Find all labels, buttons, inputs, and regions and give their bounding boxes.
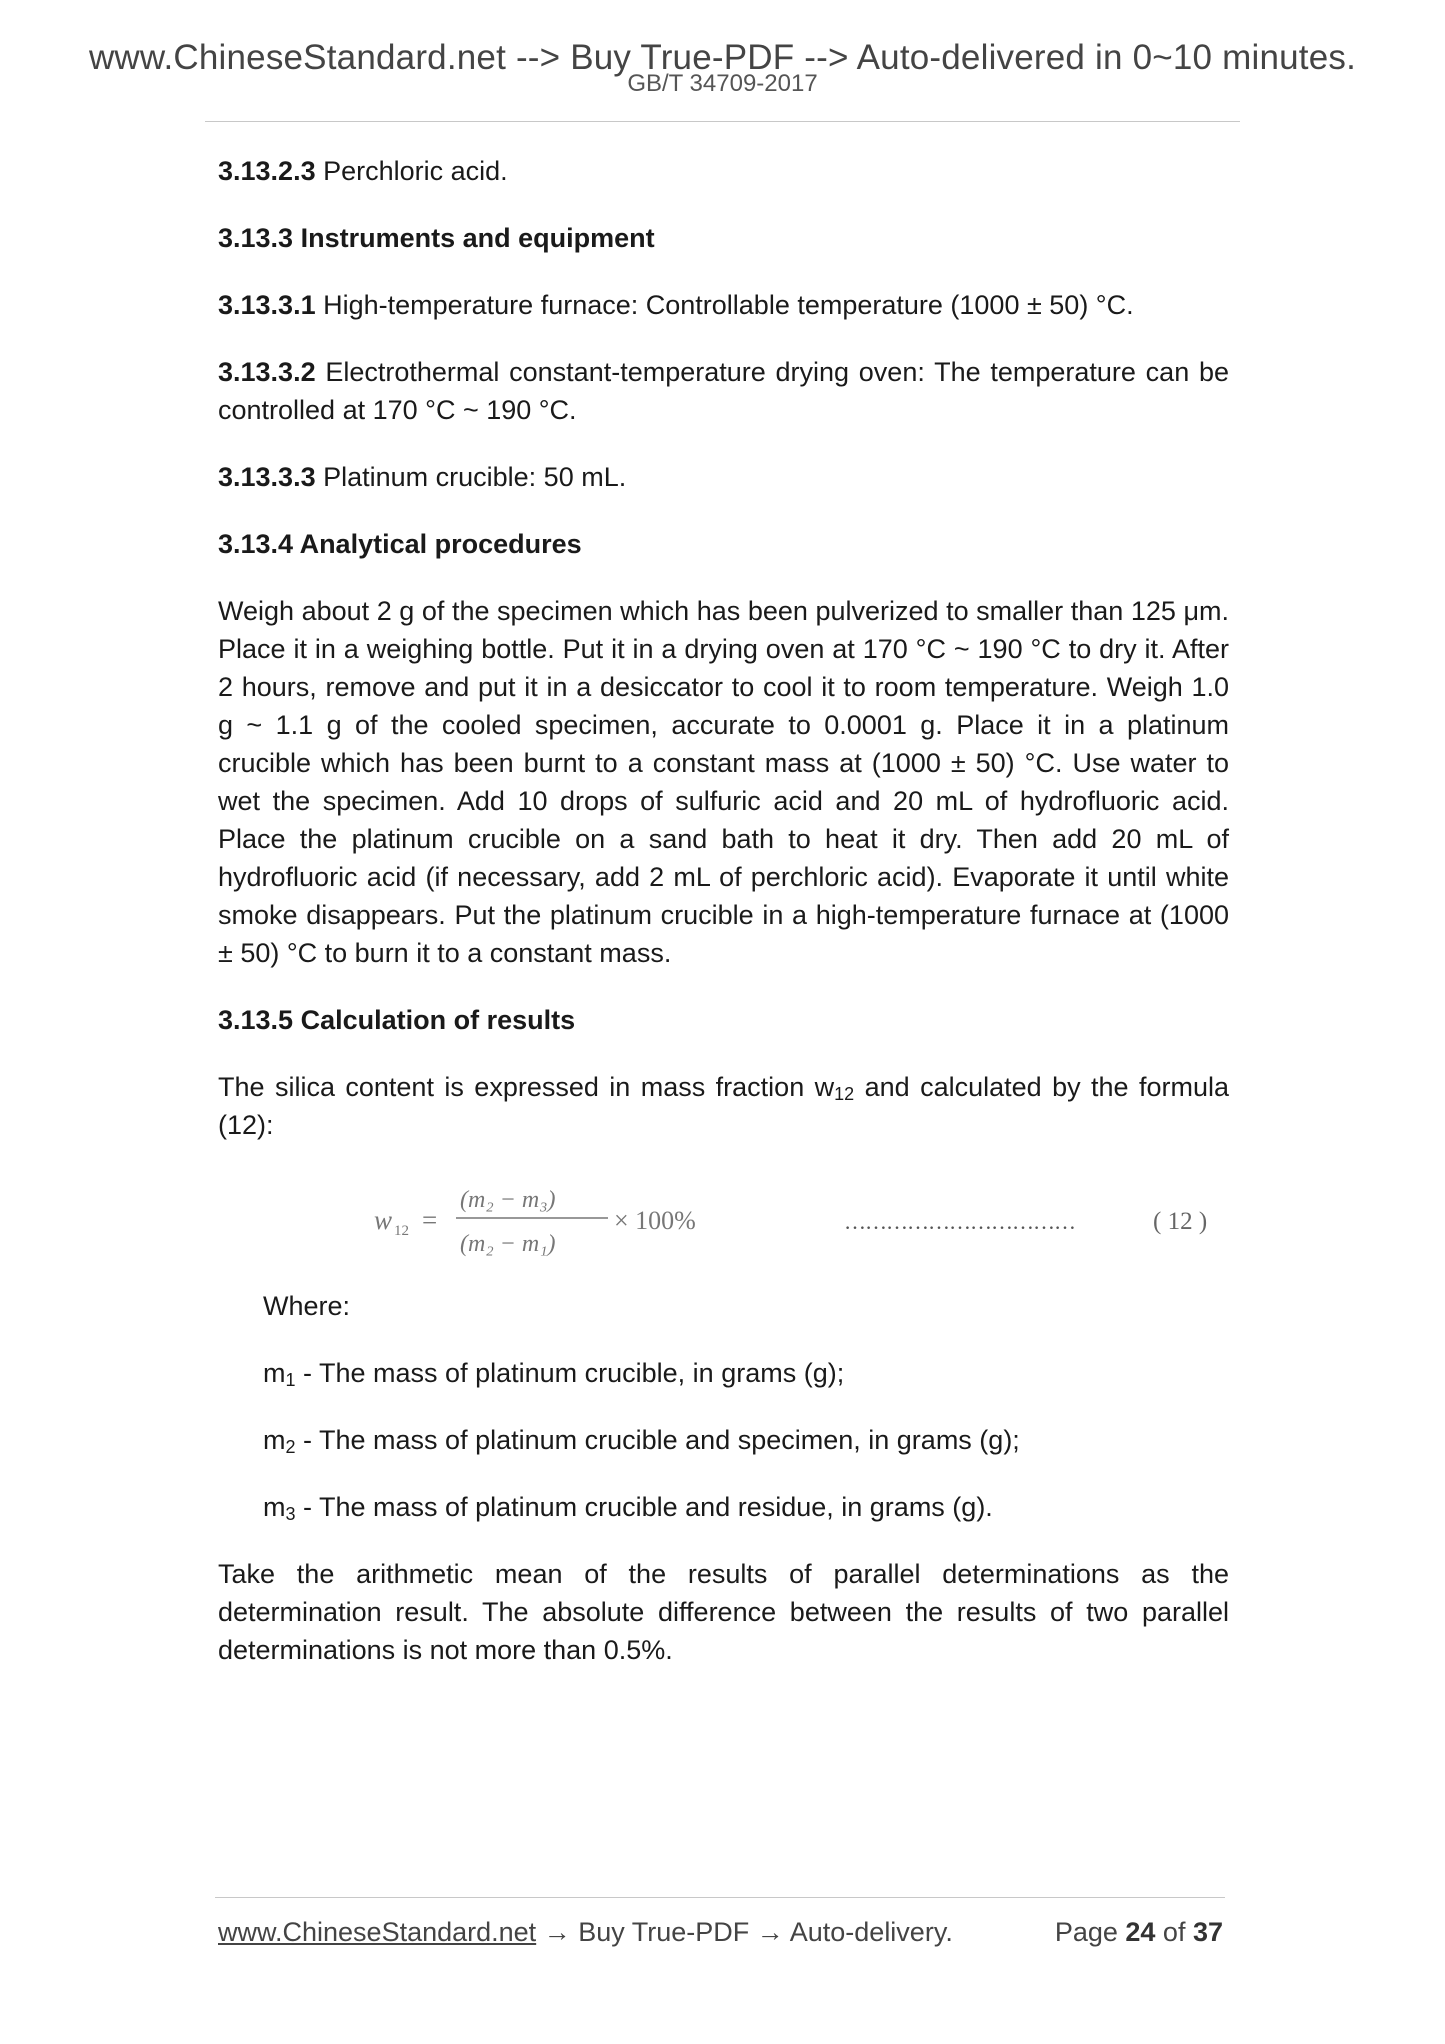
page-number: 24 [1125, 1917, 1156, 1947]
page-footer [218, 1915, 1223, 1949]
where-item-m2 [218, 1421, 1229, 1459]
heading-calculation: 3.13.5 Calculation of results [218, 1005, 576, 1035]
of-word: of [1155, 1917, 1193, 1947]
where-item-m3 [218, 1488, 1229, 1526]
intro-text: The silica content is expressed in mass fraction w [218, 1072, 835, 1102]
total-pages: 37 [1192, 1917, 1223, 1947]
var-description: - The mass of platinum crucible, in grams (g); [295, 1358, 845, 1388]
conclusion-paragraph: Take the arithmetic mean of the results of parallel determinations as the determination result. The absolute difference between the results of two parallel determinations is not more than 0.5%. [218, 1559, 1229, 1665]
formula-leader-dots: …………………………… [844, 1209, 1075, 1234]
clause-number: 3.13.2.3 [218, 156, 316, 186]
clause-3-13-3-3 [218, 458, 1229, 496]
var-subscript: 3 [285, 1504, 296, 1524]
formula-graphic [218, 1173, 1229, 1263]
footer-site-link[interactable]: www.ChineseStandard.net [218, 1917, 537, 1947]
header-banner[interactable]: www.ChineseStandard.net --> Buy True-PDF --> Auto-delivered in 0~10 minutes. [88, 38, 1357, 77]
footer-links-text: → Buy True-PDF → Auto-delivery. [536, 1917, 953, 1947]
var-symbol: m [263, 1358, 286, 1388]
var-symbol: m [263, 1492, 286, 1522]
clause-text: High-temperature furnace: Controllable temperature (1000 ± 50) °C. [315, 290, 1134, 320]
formula-equation-number: ( 12 ) [1153, 1208, 1208, 1235]
clause-3-13-2-3 [218, 152, 1229, 190]
clause-text: Electrothermal constant-temperature drying oven: The temperature can be controlled at 170 °C ~ 190 °C. [218, 357, 1229, 425]
heading-procedures: 3.13.4 Analytical procedures [218, 529, 582, 559]
calculation-intro [218, 1068, 1229, 1144]
clause-3-13-3-2 [218, 353, 1229, 429]
formula-equals: = [422, 1205, 438, 1235]
formula-12 [218, 1173, 1229, 1263]
where-label: Where: [263, 1291, 351, 1321]
var-subscript: 2 [285, 1437, 296, 1457]
procedure-paragraph: Weigh about 2 g of the specimen which has been pulverized to smaller than 125 μm. Place it in a weighing bottle. Put it in a drying oven at 170 °C ~ 190 °C to dry it. After 2 hours, remove and put it in a desiccator to cool it to room temperature. Weigh 1.0 g ~ 1.1 g of the cooled specimen, accurate to 0.0001 g. Place it in a platinum crucible which has been burnt to a constant mass at (1000 ± 50) °C. Use water to wet the specimen. Add 10 drops of sulfuric acid and 20 mL of hydrofluoric acid. Place the platinum crucible on a sand bath to heat it dry. Then add 20 mL of hydrofluoric acid (if necessary, add 2 mL of perchloric acid). Evaporate it until white smoke disappears. Put the platinum crucible in a high-temperature furnace at (1000 ± 50) °C to burn it to a constant mass. [218, 596, 1229, 968]
var-description: - The mass of platinum crucible and residue, in grams (g). [295, 1492, 993, 1522]
formula-multiplier: × 100% [614, 1206, 696, 1235]
heading-instruments: 3.13.3 Instruments and equipment [218, 223, 655, 253]
page-content [218, 152, 1229, 1698]
where-item-m1 [218, 1354, 1229, 1392]
var-subscript: 1 [285, 1370, 296, 1390]
page-word: Page [1054, 1917, 1126, 1947]
formula-lhs: w [374, 1205, 393, 1235]
clause-text: Platinum crucible: 50 mL. [315, 462, 627, 492]
footer-divider [215, 1897, 1225, 1898]
formula-denominator: (m₂ − m₁) [460, 1231, 556, 1257]
clause-number: 3.13.3.1 [218, 290, 316, 320]
clause-number: 3.13.3.2 [218, 357, 316, 387]
w-subscript: 12 [834, 1084, 855, 1104]
clause-3-13-3-1 [218, 286, 1229, 324]
formula-numerator: (m₂ − m₃) [460, 1187, 556, 1213]
header-divider [205, 121, 1240, 122]
clause-number: 3.13.3.3 [218, 462, 316, 492]
var-description: - The mass of platinum crucible and specimen, in grams (g); [295, 1425, 1020, 1455]
formula-lhs-subscript: 12 [394, 1223, 409, 1239]
clause-text: Perchloric acid. [315, 156, 508, 186]
var-symbol: m [263, 1425, 286, 1455]
page-indicator [1055, 1915, 1223, 1949]
intro-text-end: and calculated by the formula (12): [218, 1072, 1230, 1140]
standard-code: GB/T 34709-2017 [627, 70, 818, 97]
